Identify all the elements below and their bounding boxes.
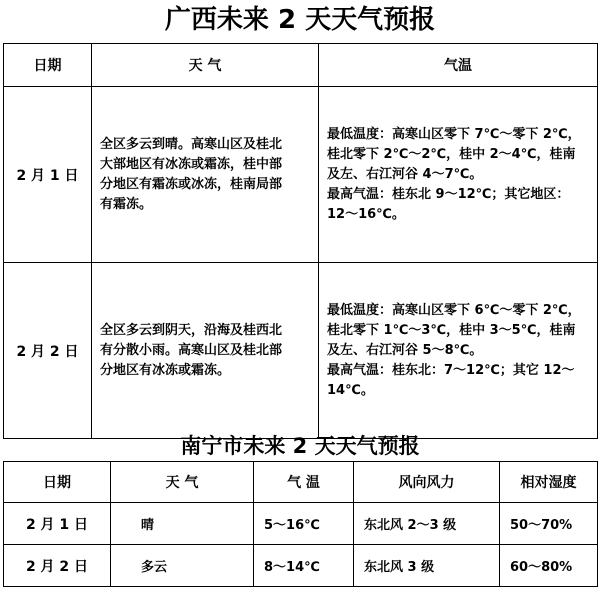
date-cell: 2 月 2 日 [4,545,111,587]
header-weather: 天 气 [111,462,254,503]
header-weather: 天 气 [92,44,319,87]
humidity-cell: 50～70% [500,503,598,545]
table-header-row [4,44,598,87]
header-date: 日期 [4,44,92,87]
weather-cell: 全区多云到晴。高寒山区及桂北 大部地区有冰冻或霜冻，桂中部 分地区有霜冻或冰冻，桂南局部 有霜冻。 [92,87,319,263]
table-row [4,87,598,263]
date-cell: 2 月 1 日 [4,503,111,545]
table-row [4,503,598,545]
date-cell: 2 月 2 日 [4,263,92,439]
weather-cell: 多云 [111,545,254,587]
weather-cell: 全区多云到阴天，沿海及桂西北 有分散小雨。高寒山区及桂北部 分地区有冰冻或霜冻。 [92,263,319,439]
header-temp: 气温 [319,44,598,87]
header-wind: 风向风力 [354,462,500,503]
header-temp: 气 温 [254,462,354,503]
table-row [4,263,598,439]
humidity-cell: 60～80% [500,545,598,587]
table-header-row [4,462,598,503]
header-date: 日期 [4,462,111,503]
temp-cell: 5～16℃ [254,503,354,545]
weather-cell: 晴 [111,503,254,545]
table-row [4,545,598,587]
guangxi-forecast-title: 广西未来 2 天天气预报 [164,5,436,35]
nanning-forecast-table [3,461,598,587]
temp-cell: 最低温度：高寒山区零下 7℃～零下 2℃， 桂北零下 2℃～2℃，桂中 2～4℃，桂南 及左、右江河谷 4～7℃。 最高气温：桂东北 9～12℃；其它地区： 12～16℃。 [319,87,598,263]
nanning-forecast-title: 南宁市未来 2 天天气预报 [180,434,420,458]
temp-cell: 8～14℃ [254,545,354,587]
wind-cell: 东北风 2～3 级 [354,503,500,545]
wind-cell: 东北风 3 级 [354,545,500,587]
date-cell: 2 月 1 日 [4,87,92,263]
temp-cell: 最低温度：高寒山区零下 6℃～零下 2℃， 桂北零下 1℃～3℃，桂中 3～5℃，桂南 及左、右江河谷 5～8℃。 最高气温：桂东北：7～12℃；其它 12～ 14℃。 [319,263,598,439]
header-humidity: 相对湿度 [500,462,598,503]
guangxi-forecast-table [3,43,598,439]
